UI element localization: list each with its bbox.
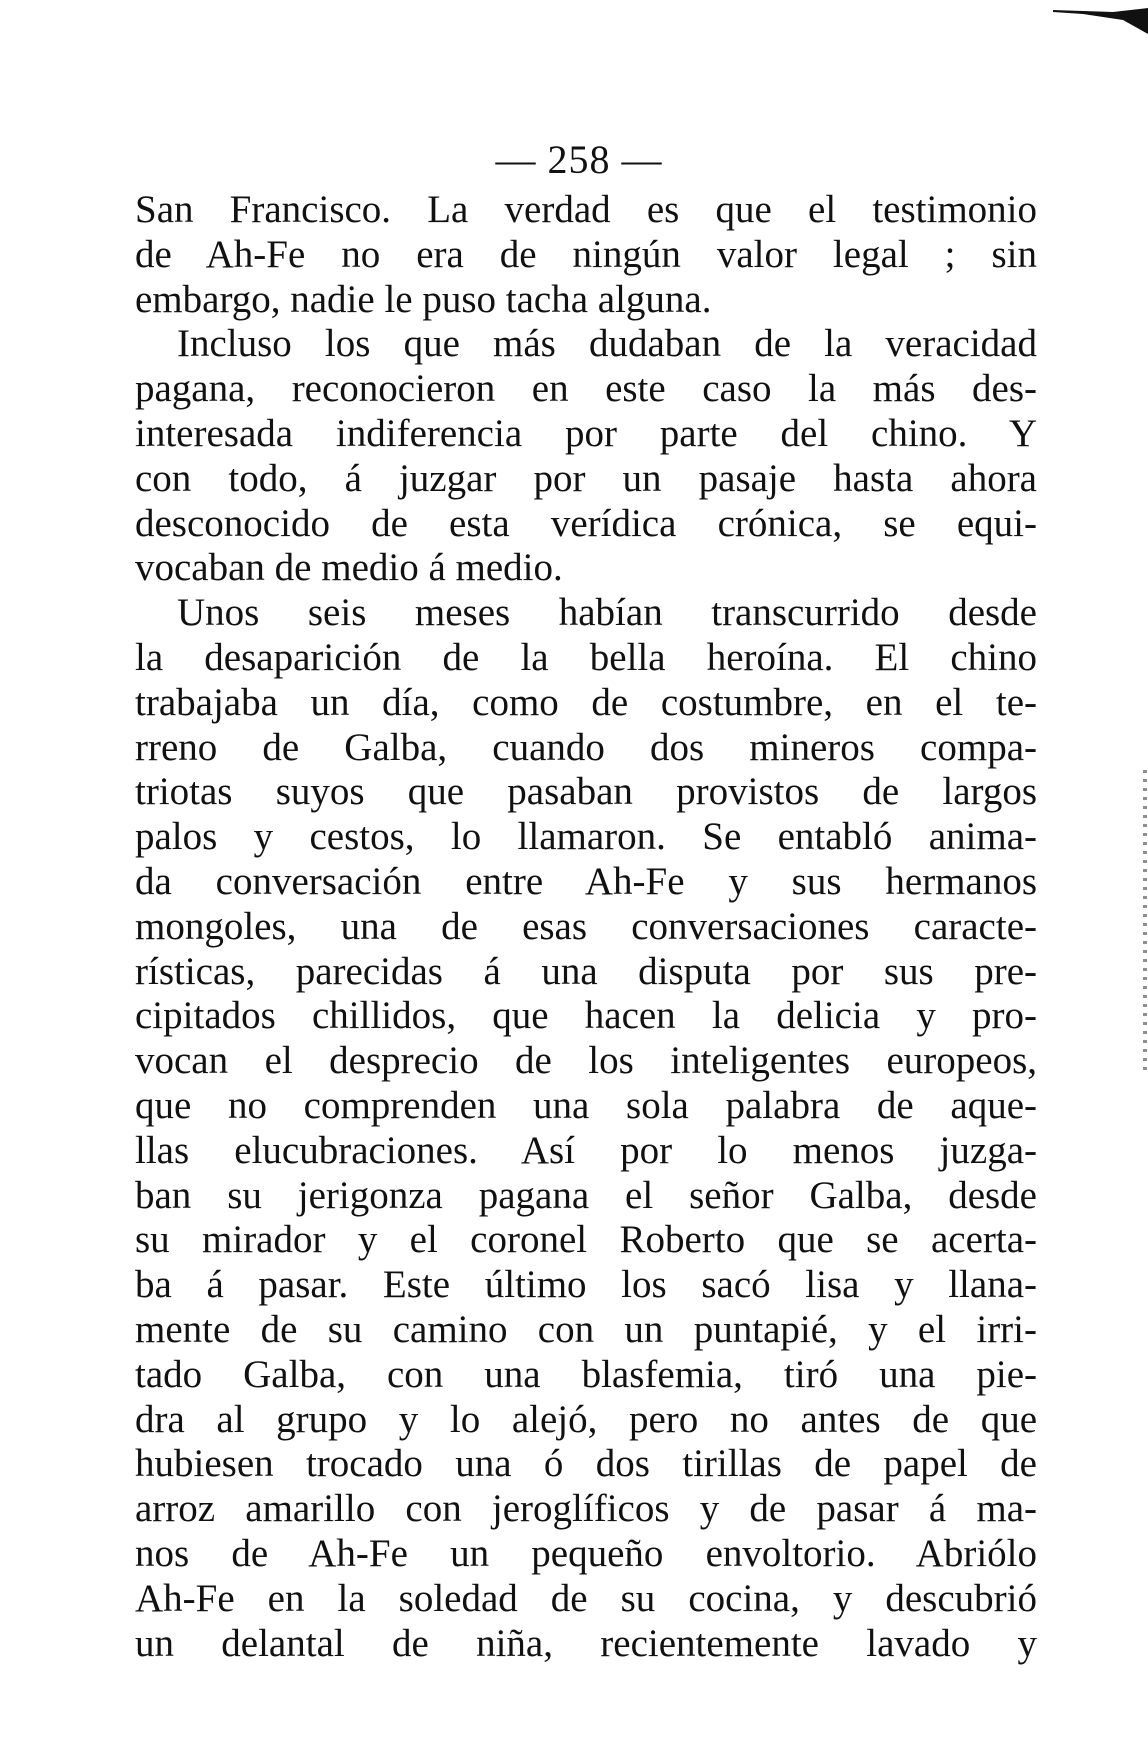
text-line: arroz amarillo con jeroglíficos y de pasar á ma-: [135, 1487, 1037, 1531]
text-line: tado Galba, con una blasfemia, tiró una pie-: [135, 1352, 1037, 1396]
text-line: palos y cestos, lo llamaron. Se entabló anima-: [135, 815, 1037, 859]
text-line: rísticas, parecidas á una disputa por sus pre-: [135, 949, 1037, 993]
text-line: embargo, nadie le puso tacha alguna.: [135, 277, 712, 321]
text-line: Ah-Fe en la soledad de su cocina, y descubrió: [135, 1576, 1037, 1620]
page-number: — 258 —: [495, 137, 663, 182]
text-line: Unos seis meses habían transcurrido desde: [177, 591, 1037, 635]
text-line: cipitados chillidos, que hacen la delicia y pro-: [135, 994, 1037, 1038]
text-line: triotas suyos que pasaban provistos de largos: [135, 770, 1037, 814]
text-line: llas elucubraciones. Así por lo menos juzga-: [135, 1128, 1037, 1172]
body-text: [135, 188, 1037, 1666]
text-line: da conversación entre Ah-Fe y sus hermanos: [135, 859, 1037, 903]
text-line: la desaparición de la bella heroína. El chino: [135, 635, 1037, 679]
text-line: dra al grupo y lo alejó, pero no antes de que: [135, 1397, 1037, 1441]
text-line: nos de Ah-Fe un pequeño envoltorio. Abriólo: [135, 1531, 1037, 1575]
text-line: mongoles, una de esas conversaciones caracte-: [135, 904, 1037, 948]
text-line: vocan el desprecio de los inteligentes europeos,: [135, 1039, 1037, 1083]
scan-edge-shadow: [1053, 8, 1148, 34]
text-line: de Ah-Fe no era de ningún valor legal ; sin: [135, 232, 1037, 276]
text-line: rreno de Galba, cuando dos mineros compa-: [135, 725, 1037, 769]
scan-edge-speckle: [1143, 770, 1147, 1070]
text-line: mente de su camino con un puntapié, y el irri-: [135, 1307, 1037, 1351]
text-line: que no comprenden una sola palabra de aque-: [135, 1083, 1037, 1127]
text-line: interesada indiferencia por parte del chino. Y: [135, 411, 1037, 455]
text-line: ban su jerigonza pagana el señor Galba, desde: [135, 1173, 1037, 1217]
text-line: su mirador y el coronel Roberto que se acerta-: [135, 1218, 1037, 1262]
text-line: desconocido de esta verídica crónica, se equi-: [135, 501, 1037, 545]
text-line: un delantal de niña, recientemente lavado y: [135, 1621, 1037, 1665]
text-line: vocaban de medio á medio.: [135, 546, 563, 590]
text-line: San Francisco. La verdad es que el testimonio: [135, 188, 1037, 231]
text-line: trabajaba un día, como de costumbre, en el te-: [135, 680, 1037, 724]
text-line: con todo, á juzgar por un pasaje hasta ahora: [135, 456, 1037, 500]
text-line: hubiesen trocado una ó dos tirillas de papel de: [135, 1442, 1037, 1486]
text-line: pagana, reconocieron en este caso la más des-: [135, 367, 1037, 411]
text-line: Incluso los que más dudaban de la veracidad: [177, 322, 1037, 366]
text-line: ba á pasar. Este último los sacó lisa y llana-: [135, 1263, 1037, 1307]
